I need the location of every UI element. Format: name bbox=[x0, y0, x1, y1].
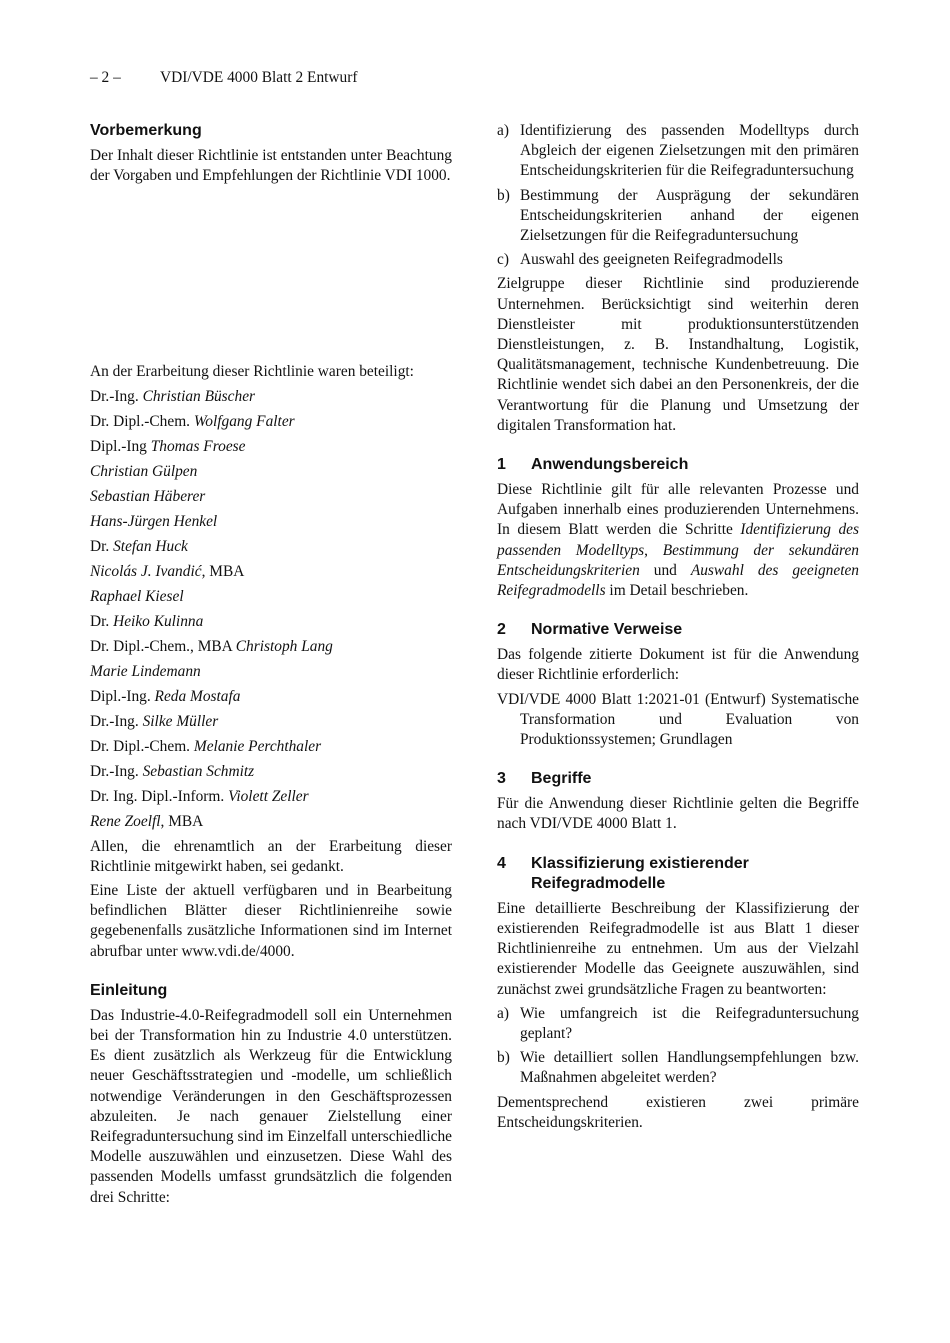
contributor: Dr. Dipl.-Chem. Wolfgang Falter bbox=[90, 412, 295, 430]
heading-section-2: 2 Normative Verweise bbox=[497, 621, 683, 639]
questions-list bbox=[497, 1004, 859, 1089]
section-4-text: Eine detaillierte Beschreibung der Klassifizierung der existierenden Reifegradmodelle ist aus Blatt 1 dieser Richtlinienreihe zu entnehmen. Um aus der Vielzahl existierender Modelle das Geeignete auszuwählen, sind zunächst zwei grundsätzliche Fragen zu beantworten: bbox=[497, 899, 859, 998]
contributor: Dr. Dipl.-Chem. Melanie Perchthaler bbox=[90, 737, 322, 755]
contributors-list bbox=[90, 387, 452, 832]
section-1-text: Diese Richtlinie gilt für alle relevanten Prozesse und Aufgaben innerhalb eines produzierenden Unternehmens. In diesem Blatt werden die Schritte Identifizierung des passenden Modelltyps, Bestimmung der sekundären Entscheidungskriterien und Auswahl des geeigneten Reifegradmodells im Detail beschrieben. bbox=[497, 481, 859, 600]
list-item: b) Wie detailliert sollen Handlungsempfehlungen bzw. Maßnahmen abgeleitet werden? bbox=[497, 1049, 859, 1087]
contributor: Dr.-Ing. Sebastian Schmitz bbox=[90, 762, 255, 780]
section-3-text: Für die Anwendung dieser Richtlinie gelten die Begriffe nach VDI/VDE 4000 Blatt 1. bbox=[497, 795, 859, 833]
section-4-closing: Dementsprechend existieren zwei primäre Entscheidungskriterien. bbox=[497, 1093, 859, 1131]
heading-section-1: 1 Anwendungsbereich bbox=[497, 456, 689, 474]
contributor: Sebastian Häberer bbox=[90, 487, 206, 505]
heading-section-3: 3 Begriffe bbox=[497, 770, 592, 788]
normative-reference: VDI/VDE 4000 Blatt 1:2021-01 (Entwurf) Systematische Transformation und Evaluation von Produktionssystemen; Grundlagen bbox=[497, 690, 859, 749]
contributor: Dr. Dipl.-Chem., MBA Christoph Lang bbox=[90, 637, 333, 655]
heading-vorbemerkung: Vorbemerkung bbox=[90, 122, 202, 139]
contributor: Raphael Kiesel bbox=[90, 587, 184, 605]
list-item: b) Bestimmung der Ausprägung der sekundären Entscheidungskriterien anhand der eigenen Zielsetzungen für die Reifegraduntersuchung bbox=[497, 186, 859, 245]
target-group-text: Zielgruppe dieser Richtlinie sind produzierende Unternehmen. Berücksichtigt sind weiterhin deren Dienstleister mit produktionsunterstützenden Dienstleistungen, z. B. Instandhaltung, Logistik, Qualitätsmanagement, technische Kundenbetreuung. Die Richtlinie wendet sich dabei an den Personenkreis, der die Verantwortung für die Planung und Umsetzung der digitalen Transformation hat. bbox=[497, 275, 859, 434]
thanks-text: Allen, die ehrenamtlich an der Erarbeitung dieser Richtlinie mitgewirkt haben, sei gedankt. bbox=[90, 837, 452, 875]
contributor: Dr. Heiko Kulinna bbox=[90, 612, 204, 630]
contributor: Dr.-Ing. Silke Müller bbox=[90, 712, 219, 730]
right-column bbox=[497, 121, 859, 1137]
list-item: a) Identifizierung des passenden Modelltyps durch Abgleich der eigenen Zielsetzungen mit den primären Entscheidungskriterien für die Reifegraduntersuchung bbox=[497, 122, 859, 180]
list-note-text: Eine Liste der aktuell verfügbaren und in Bearbeitung befindlichen Blätter dieser Richtlinienreihe sowie gegebenenfalls zusätzliche Informationen sind im Internet abrufbar unter www.vdi.de/4000. bbox=[90, 882, 452, 960]
list-item: a) Wie umfangreich ist die Reifegraduntersuchung geplant? bbox=[497, 1004, 859, 1042]
contributor: Dr.-Ing. Christian Büscher bbox=[90, 387, 256, 405]
contributor: Dr. Stefan Huck bbox=[90, 537, 188, 555]
contributor: Nicolás J. Ivandić, MBA bbox=[90, 562, 245, 580]
section-2-text: Das folgende zitierte Dokument ist für die Anwendung dieser Richtlinie erforderlich: bbox=[497, 646, 859, 684]
page-number: – 2 – bbox=[90, 69, 121, 86]
heading-einleitung: Einleitung bbox=[90, 981, 168, 999]
vorbemerkung-text: Der Inhalt dieser Richtlinie ist entstanden unter Beachtung der Vorgaben und Empfehlungen der Richtlinie VDI 1000. bbox=[90, 147, 452, 185]
steps-list bbox=[497, 121, 859, 270]
contributors-intro: An der Erarbeitung dieser Richtlinie waren beteiligt: bbox=[90, 363, 414, 381]
document-id: VDI/VDE 4000 Blatt 2 Entwurf bbox=[160, 69, 358, 86]
left-column bbox=[90, 121, 452, 1212]
page-header bbox=[90, 68, 358, 88]
contributor: Rene Zoelfl, MBA bbox=[90, 812, 204, 830]
contributor: Hans-Jürgen Henkel bbox=[90, 512, 218, 530]
contributor: Christian Gülpen bbox=[90, 462, 198, 480]
contributor: Dipl.-Ing. Reda Mostafa bbox=[90, 687, 241, 705]
einleitung-text: Das Industrie-4.0-Reifegradmodell soll ein Unternehmen bei der Transformation hin zu Industrie 4.0 unterstützen. Es dient zusätzlich als Werkzeug für die Entwicklung neuer Geschäftsstrategien und -modelle, um schließlich notwendige Veränderungen in den Geschäftsprozessen abzuleiten. Je nach genauer Zielstellung einer Reifegraduntersuchung sind im Einzelfall unterschiedliche Modelle auszuwählen und einzusetzen. Diese Wahl des passenden Modells umfasst grundsätzlich die folgenden drei Schritte: bbox=[90, 1006, 452, 1206]
contributor: Marie Lindemann bbox=[90, 662, 201, 680]
blank-space bbox=[90, 190, 452, 362]
contributor: Dipl.-Ing Thomas Froese bbox=[90, 437, 246, 455]
contributor: Dr. Ing. Dipl.-Inform. Violett Zeller bbox=[90, 787, 309, 805]
list-item: c) Auswahl des geeigneten Reifegradmodells bbox=[497, 251, 783, 269]
heading-section-4: 4 Klassifizierung existierender Reifegradmodelle bbox=[497, 854, 749, 892]
